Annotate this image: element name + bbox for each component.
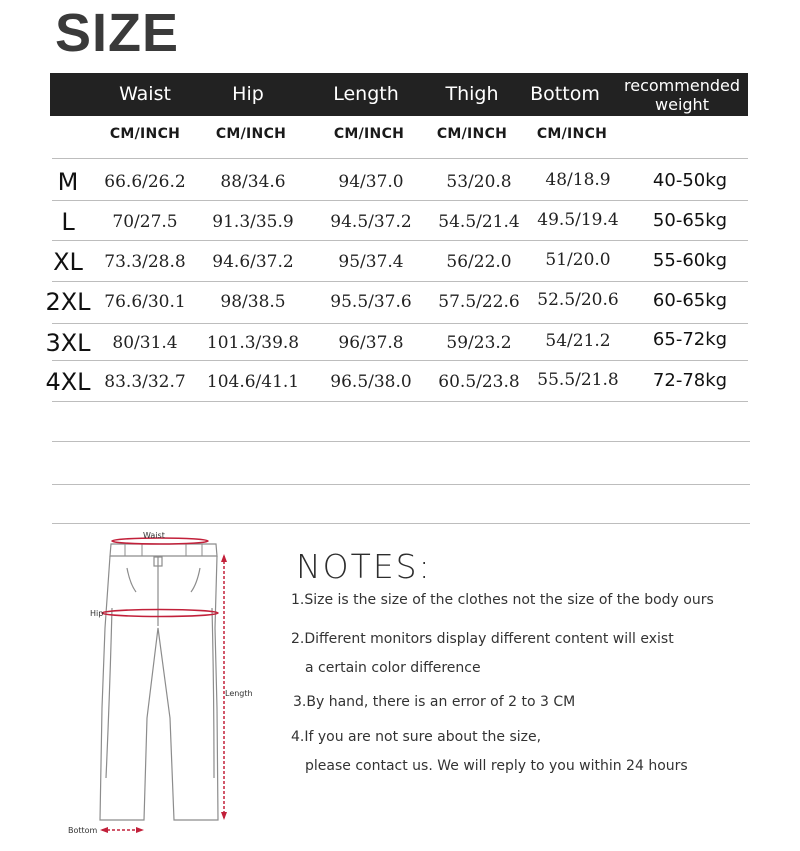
cell-weight: 60-65kg	[652, 290, 728, 311]
table-row	[0, 288, 800, 328]
cell-waist: 70/27.5	[112, 212, 178, 232]
header-length: Length	[333, 83, 399, 105]
cell-hip: 101.3/39.8	[206, 333, 300, 353]
bottom-label: Bottom	[68, 826, 98, 835]
divider	[52, 523, 750, 524]
header-recommended-weight	[616, 75, 748, 115]
cell-length: 95/37.4	[338, 252, 404, 272]
cell-waist: 76.6/30.1	[104, 292, 186, 312]
length-label: Length	[225, 689, 253, 698]
cell-weight: 40-50kg	[652, 170, 728, 191]
cell-bottom: 52.5/20.6	[537, 290, 619, 310]
table-row	[0, 208, 800, 248]
cell-thigh: 57.5/22.6	[438, 292, 520, 312]
divider	[52, 484, 750, 485]
cell-thigh: 60.5/23.8	[438, 372, 520, 392]
unit-bottom: CM/INCH	[536, 126, 608, 142]
cell-bottom: 54/21.2	[545, 331, 611, 351]
note-2-line2: a certain color difference	[305, 660, 481, 676]
divider	[52, 158, 748, 159]
cell-thigh: 59/23.2	[446, 333, 512, 353]
cell-weight: 55-60kg	[652, 250, 728, 271]
header-hip: Hip	[232, 83, 264, 105]
hip-measure-line	[102, 610, 218, 617]
table-row	[0, 368, 800, 408]
cell-bottom: 51/20.0	[545, 250, 611, 270]
header-thigh: Thigh	[445, 83, 499, 105]
table-header	[50, 73, 748, 116]
size-label: L	[61, 208, 75, 236]
table-row	[0, 329, 800, 369]
size-label: 2XL	[45, 288, 91, 316]
cell-length: 96/37.8	[338, 333, 404, 353]
cell-bottom: 49.5/19.4	[537, 210, 619, 230]
pants-diagram	[50, 528, 268, 838]
cell-thigh: 53/20.8	[446, 172, 512, 192]
cell-hip: 94.6/37.2	[212, 252, 294, 272]
cell-waist: 83.3/32.7	[104, 372, 186, 392]
size-label: 3XL	[45, 329, 91, 357]
page-title: SIZE	[55, 3, 180, 63]
note-4-line2: please contact us. We will reply to you within 24 hours	[305, 758, 688, 774]
cell-weight: 50-65kg	[652, 210, 728, 231]
size-label: 4XL	[45, 368, 91, 396]
hip-label: Hip	[90, 609, 104, 618]
cell-hip: 98/38.5	[220, 292, 286, 312]
unit-waist: CM/INCH	[109, 126, 181, 142]
notes-title: NOTES:	[296, 547, 432, 586]
cell-waist: 66.6/26.2	[104, 172, 186, 192]
note-2-line1: 2.Different monitors display different content will exist	[291, 631, 674, 647]
note-4-line1: 4.If you are not sure about the size,	[291, 729, 542, 745]
cell-hip: 91.3/35.9	[212, 212, 294, 232]
header-recommended-line2: weight	[655, 95, 709, 114]
size-label: XL	[53, 248, 83, 276]
cell-bottom: 48/18.9	[545, 170, 611, 190]
unit-length: CM/INCH	[333, 126, 405, 142]
cell-thigh: 56/22.0	[446, 252, 512, 272]
size-label: M	[57, 168, 79, 196]
unit-hip: CM/INCH	[215, 126, 287, 142]
header-recommended-line1: recommended	[624, 76, 740, 95]
cell-thigh: 54.5/21.4	[438, 212, 520, 232]
cell-waist: 80/31.4	[112, 333, 178, 353]
cell-weight: 65-72kg	[652, 329, 728, 350]
header-waist: Waist	[119, 83, 171, 105]
cell-length: 96.5/38.0	[330, 372, 412, 392]
divider	[52, 441, 750, 442]
table-row	[0, 168, 800, 208]
cell-hip: 104.6/41.1	[206, 372, 300, 392]
note-1: 1.Size is the size of the clothes not the size of the body ours	[291, 592, 714, 608]
cell-length: 94.5/37.2	[330, 212, 412, 232]
cell-length: 95.5/37.6	[330, 292, 412, 312]
cell-hip: 88/34.6	[220, 172, 286, 192]
waist-label: Waist	[143, 531, 165, 540]
cell-bottom: 55.5/21.8	[537, 370, 619, 390]
pants-illustration	[50, 528, 268, 838]
table-row	[0, 248, 800, 288]
cell-weight: 72-78kg	[652, 370, 728, 391]
unit-thigh: CM/INCH	[436, 126, 508, 142]
cell-length: 94/37.0	[338, 172, 404, 192]
cell-waist: 73.3/28.8	[104, 252, 186, 272]
units-row	[50, 126, 748, 150]
header-bottom: Bottom	[530, 83, 600, 105]
note-3: 3.By hand, there is an error of 2 to 3 CM	[293, 694, 576, 710]
